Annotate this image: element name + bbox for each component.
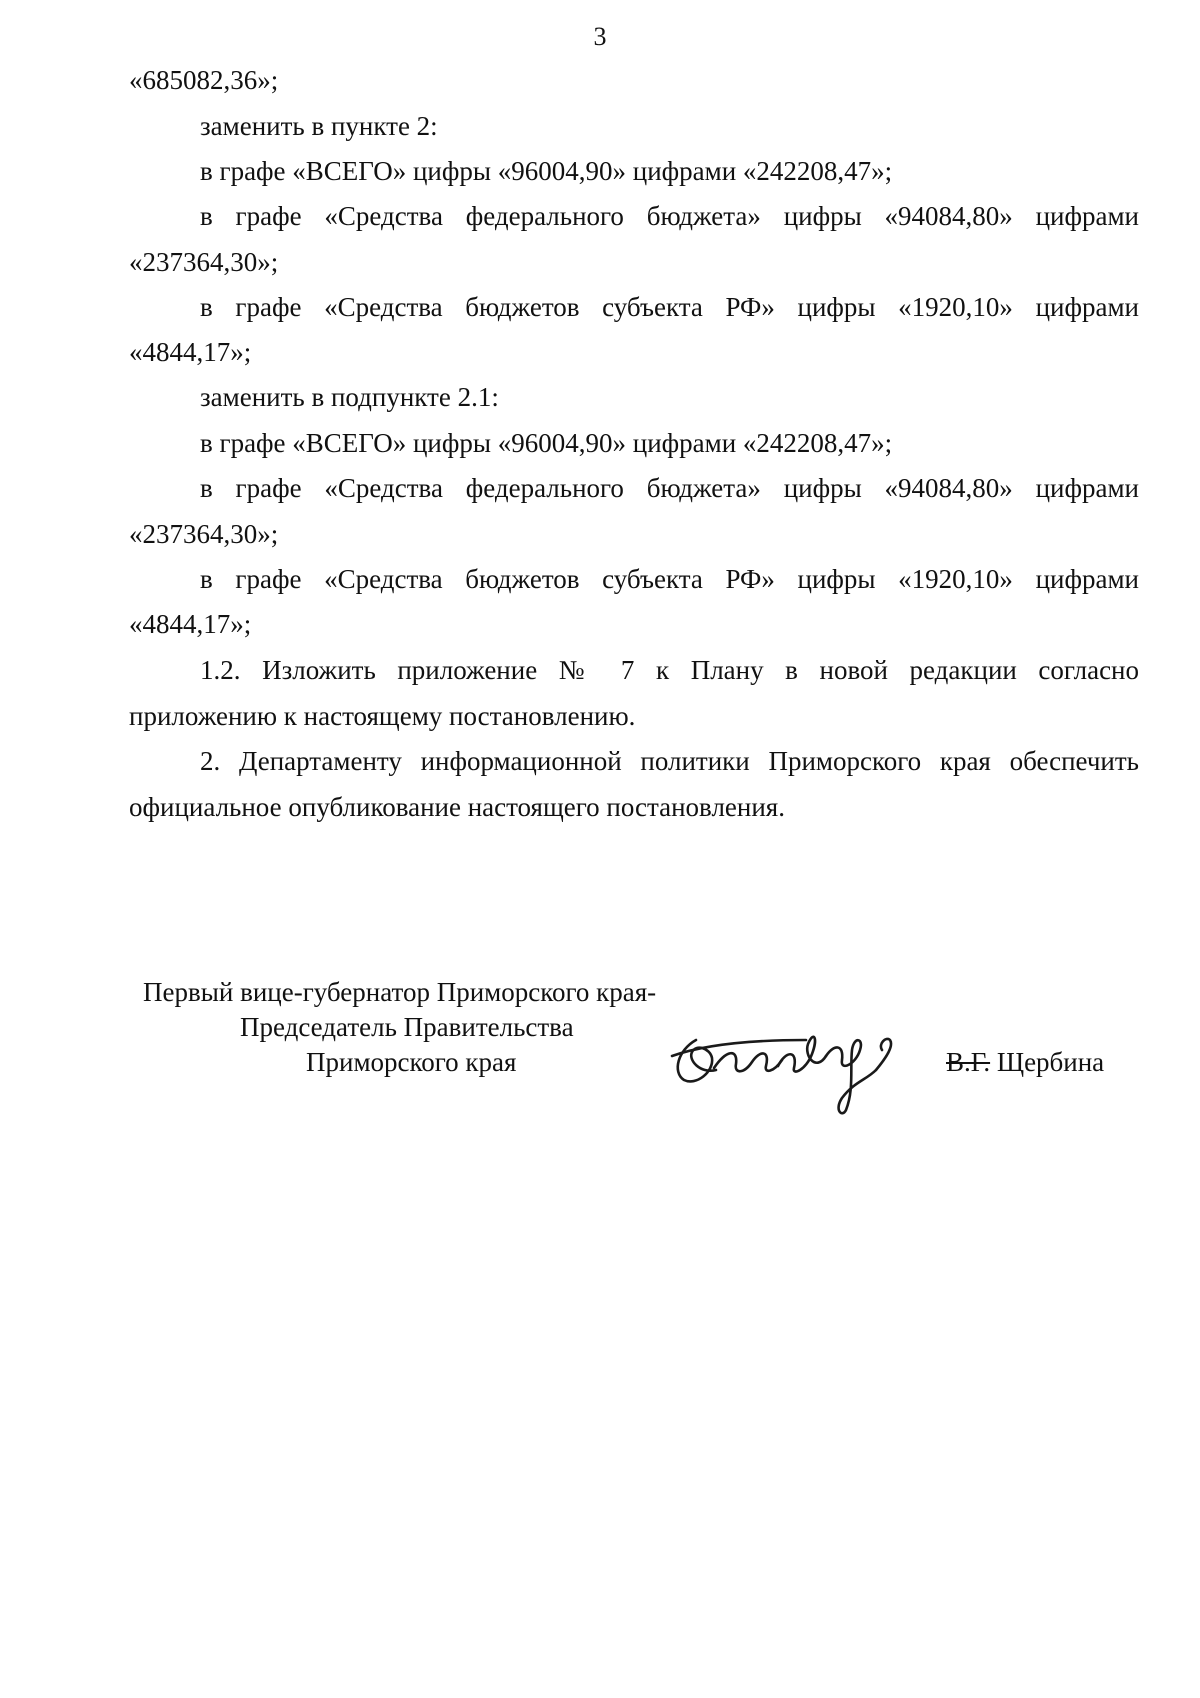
text-line: «4844,17»; [129,337,252,367]
text-line: заменить в пункте 2: [200,111,438,141]
page-number: 3 [593,22,607,51]
text-line: «237364,30»; [129,519,279,549]
signatory-title-line3: Приморского края [306,1047,517,1077]
text-line: в графе «Средства федерального бюджета» цифры «94084,80» цифрами [200,201,1139,231]
text-line: 1.2. Изложить приложение № 7 к Плану в новой редакции согласно [200,655,1139,685]
signatory-initials: В.Г. [946,1047,991,1077]
text-line: «237364,30»; [129,247,279,277]
text-line: в графе «ВСЕГО» цифры «96004,90» цифрами «242208,47»; [200,428,893,458]
text-line: «685082,36»; [129,65,279,95]
handwritten-signature [666,1010,931,1120]
text-line: заменить в подпункте 2.1: [200,382,499,412]
signatory-surname: Щербина [996,1047,1105,1077]
signatory-title-line2: Председатель Правительства [240,1012,574,1042]
text-line: официальное опубликование настоящего постановления. [129,792,785,822]
text-line: «4844,17»; [129,609,252,639]
text-line: 2. Департаменту информационной политики Приморского края обеспечить [200,746,1139,776]
text-line: в графе «Средства федерального бюджета» цифры «94084,80» цифрами [200,473,1139,503]
text-line: в графе «Средства бюджетов субъекта РФ» цифры «1920,10» цифрами [200,292,1139,322]
signatory-name [946,1046,1104,1079]
text-line: в графе «ВСЕГО» цифры «96004,90» цифрами «242208,47»; [200,156,893,186]
signatory-title-line1: Первый вице-губернатор Приморского края- [143,977,657,1007]
text-line: приложению к настоящему постановлению. [129,701,636,731]
text-line: в графе «Средства бюджетов субъекта РФ» цифры «1920,10» цифрами [200,564,1139,594]
